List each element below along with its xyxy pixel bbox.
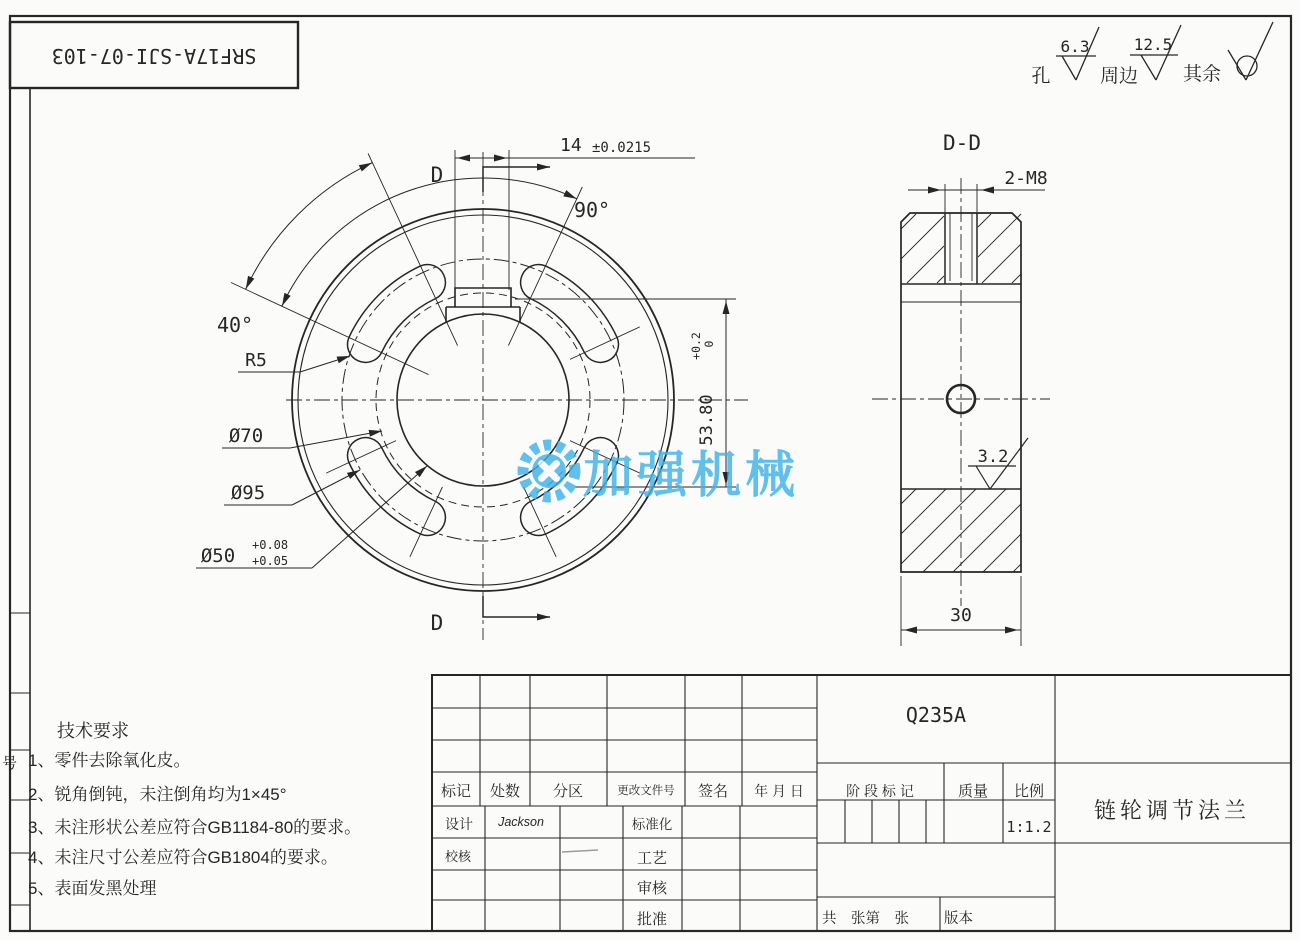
dim-30-text: 30: [950, 605, 972, 626]
row-approve: 批准: [636, 911, 668, 928]
dia50-label: Ø50: [200, 545, 236, 567]
sheet-info: 共 张第 张: [822, 911, 909, 927]
dim-5380-tol-low: 0: [702, 340, 716, 348]
designer-signature: Jackson: [498, 815, 544, 829]
material: Q235A: [905, 703, 967, 727]
arc-slot: [521, 265, 619, 363]
dim-thickness: [901, 576, 1021, 646]
scale-value: 1:1.2: [1006, 818, 1052, 836]
dia50-tol-low: +0.05: [252, 554, 289, 568]
edge-label: 周边: [1099, 66, 1139, 87]
dia95-label: Ø95: [230, 482, 266, 504]
dia70-label: Ø70: [228, 425, 264, 447]
col-change-doc: 更改文件号: [617, 785, 675, 797]
dim-14-text: 14: [560, 135, 582, 156]
leader-dia95: [224, 470, 360, 505]
technical-requirements: [28, 721, 361, 898]
dim-5380-text: 53.80: [697, 394, 717, 446]
front-view: [196, 135, 748, 640]
angle-90-label: 90°: [573, 198, 611, 222]
section-letter-bottom: D: [430, 611, 444, 635]
col-signature: 签名: [697, 783, 729, 800]
col-date: 年 月 日: [754, 783, 804, 799]
row-check: 校核: [444, 849, 472, 864]
hole-label: 孔: [1031, 66, 1051, 87]
section-letter-top: D: [430, 163, 444, 187]
row-process: 工艺: [636, 850, 668, 867]
col-count: 处数: [489, 783, 521, 800]
section-title: D-D: [943, 131, 981, 155]
row-design: 设计: [445, 816, 473, 832]
tech-req-title: 技术要求: [57, 721, 129, 741]
watermark-text: 加强机械: [583, 447, 799, 503]
roughness-32: [968, 438, 1028, 489]
dim-arc-90: [282, 178, 577, 306]
margin-label: 号: [2, 755, 18, 772]
dim-14-tol-text: ±0.0215: [592, 140, 652, 156]
tech-req-item: 3、未注形状公差应符合GB1184-80的要求。: [28, 818, 362, 837]
watermark: [523, 445, 799, 503]
pencil-mark: [562, 850, 598, 852]
part-name: 链轮调节法兰: [1093, 798, 1251, 823]
section-marker-bottom: [431, 596, 550, 635]
tech-req-item: 2、锐角倒钝，未注倒角均为1×45°: [28, 785, 287, 804]
dim-5380-tol-up: +0.2: [689, 332, 703, 360]
roughness-32-value: 3.2: [977, 447, 1009, 467]
dim-thread: [908, 168, 1048, 212]
dia50-tol-up: +0.08: [252, 538, 289, 552]
angle-40-label: 40°: [216, 313, 254, 337]
row-audit: 审核: [636, 880, 668, 897]
section-marker-top: [431, 163, 550, 192]
dim-arc-40: [246, 163, 373, 290]
rest-label: 其余: [1182, 64, 1222, 85]
tech-req-item: 4、未注尺寸公差应符合GB1804的要求。: [28, 848, 338, 867]
version-label: 版本: [944, 911, 973, 927]
thread-label: 2-M8: [1004, 168, 1048, 189]
hole-roughness-value: 6.3: [1060, 37, 1090, 56]
section-view: [872, 131, 1050, 646]
tech-req-item: 5、表面发黑处理: [28, 879, 157, 898]
edge-roughness-value: 12.5: [1133, 35, 1173, 54]
stage-mark-label: 阶 段 标 记: [846, 783, 914, 799]
drawing-number: SRF17A-SJI-07-103: [51, 44, 257, 68]
drawing-number-block: [10, 22, 298, 88]
weight-label: 质量: [957, 783, 989, 800]
scale-label: 比例: [1013, 783, 1045, 800]
col-zone: 分区: [552, 783, 584, 800]
title-block: [432, 675, 1291, 931]
r5-label: R5: [245, 350, 267, 371]
roughness-circle-icon: [1228, 22, 1273, 80]
surface-roughness-note: [1031, 22, 1273, 87]
tech-req-item: 1、零件去除氧化皮。: [28, 751, 191, 770]
row-standardization: 标准化: [631, 817, 673, 832]
col-mark: 标记: [440, 783, 472, 800]
